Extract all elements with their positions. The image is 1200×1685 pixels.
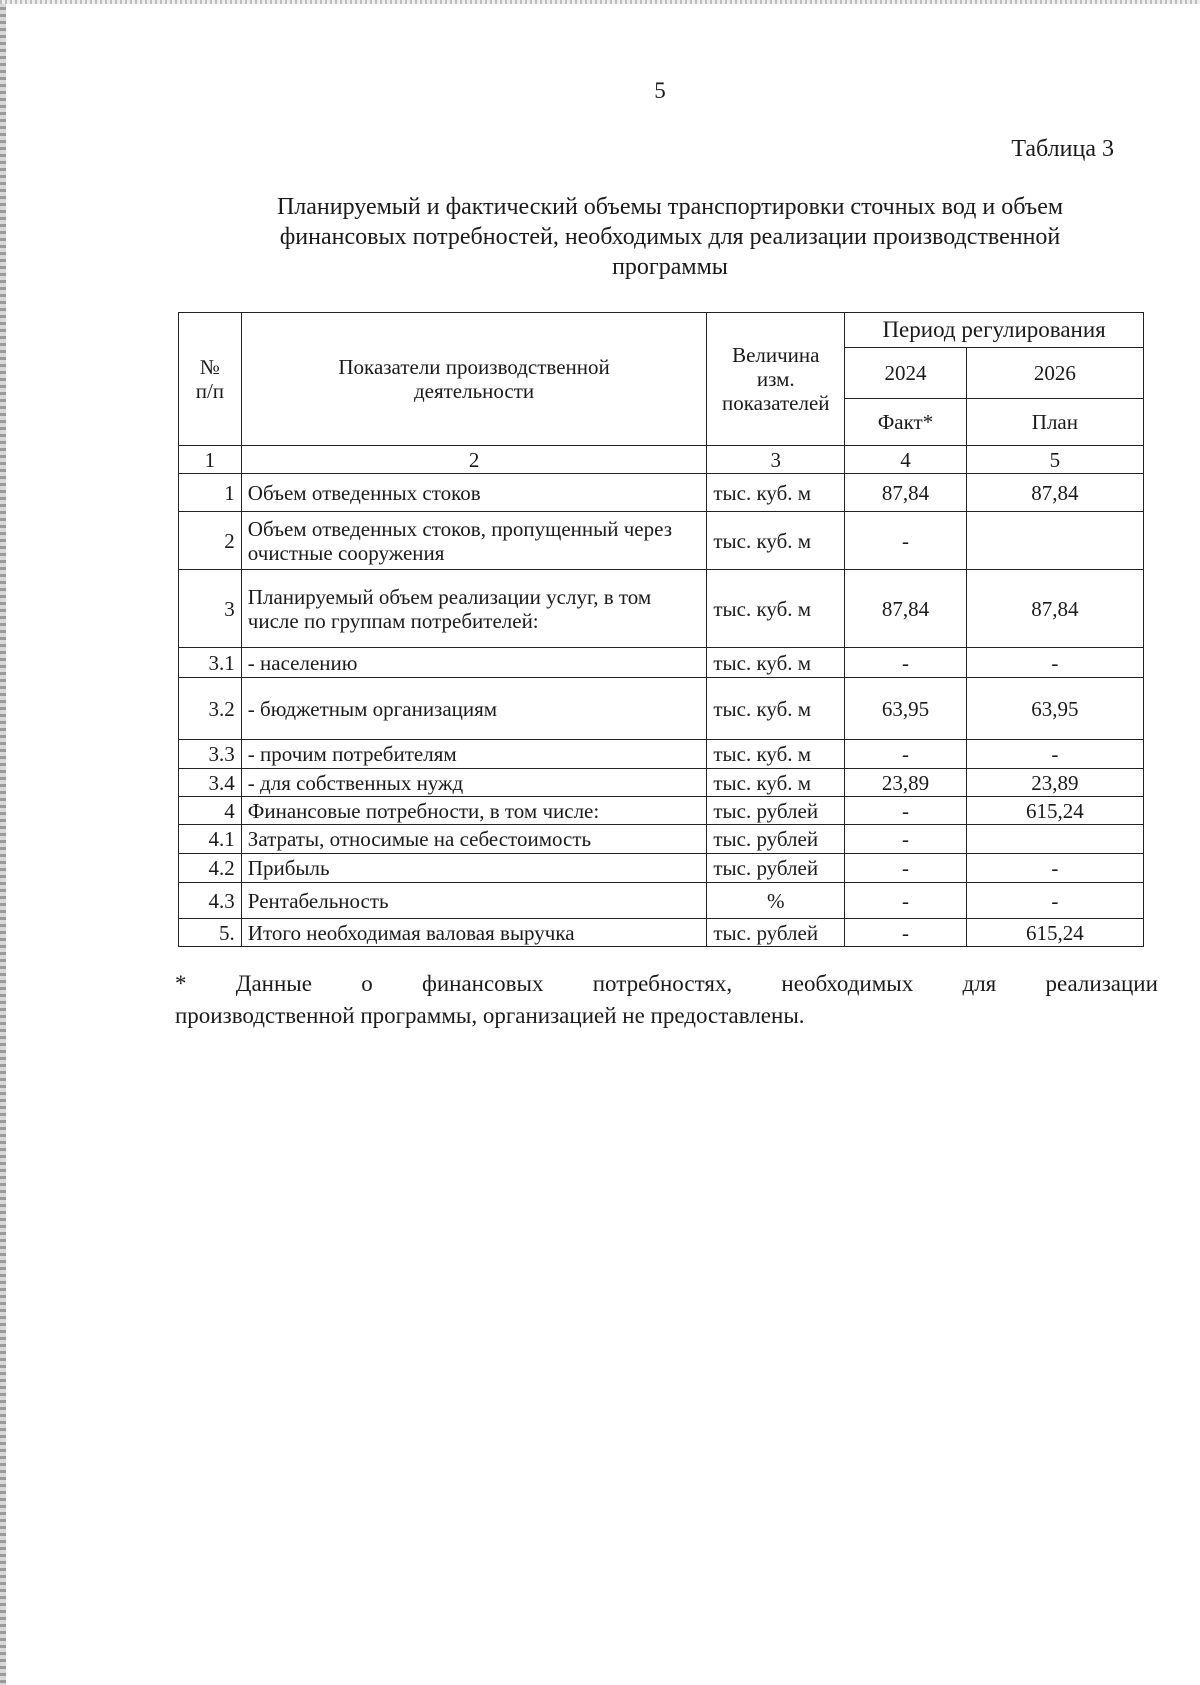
header-fact: Факт* [845, 399, 967, 446]
row-name: Планируемый объем реализации услуг, в том числе по группам потребителей: [241, 570, 707, 648]
row-value-2024: 87,84 [845, 474, 967, 512]
row-unit: тыс. рублей [707, 825, 845, 854]
row-value-2026: 615,24 [966, 919, 1143, 947]
row-value-2026: - [966, 740, 1143, 769]
footnote-line-2: производственной программы, организацией не предоставлены. [175, 1003, 805, 1028]
column-number: 4 [845, 446, 967, 474]
column-number: 1 [179, 446, 242, 474]
footnote-line-1 [175, 968, 1158, 1000]
table-row [179, 474, 1144, 512]
row-unit: тыс. куб. м [707, 474, 845, 512]
row-no: 4.2 [179, 854, 242, 883]
table-row [179, 570, 1144, 648]
row-unit: % [707, 883, 845, 919]
title-line: Планируемый и фактический объемы транспортировки сточных вод и объем [276, 194, 1064, 220]
row-no: 3.4 [179, 769, 242, 797]
header-no [179, 313, 242, 446]
row-value-2024: 87,84 [845, 570, 967, 648]
row-value-2026 [966, 512, 1143, 570]
header-unit-line3: показателей [721, 391, 830, 415]
footnote-word: о [361, 971, 373, 996]
table-row [179, 648, 1144, 678]
footnote-word: потребностях, [592, 971, 733, 996]
row-unit: тыс. куб. м [707, 740, 845, 769]
row-no: 3 [179, 570, 242, 648]
footnote-word: необходимых [781, 971, 914, 996]
row-value-2026: 615,24 [966, 797, 1143, 825]
row-name: Финансовые потребности, в том числе: [241, 797, 707, 825]
row-no: 4 [179, 797, 242, 825]
row-name: Итого необходимая валовая выручка [241, 919, 707, 947]
header-unit-line2: изм. [756, 367, 795, 391]
table-label: Таблица 3 [1011, 136, 1114, 162]
header-unit-line1: Величина [732, 343, 820, 367]
row-name: Прибыль [241, 854, 707, 883]
row-no: 5. [179, 919, 242, 947]
row-no: 3.1 [179, 648, 242, 678]
row-no: 1 [179, 474, 242, 512]
table-row [179, 678, 1144, 740]
row-unit: тыс. куб. м [707, 678, 845, 740]
table-row [179, 740, 1144, 769]
header-plan: План [966, 399, 1143, 446]
page-number: 5 [654, 78, 666, 103]
column-number: 2 [241, 446, 707, 474]
table-row [179, 854, 1144, 883]
header-no-line2: п/п [195, 379, 225, 403]
row-no: 2 [179, 512, 242, 570]
row-name: Рентабельность [241, 883, 707, 919]
row-value-2024: - [845, 854, 967, 883]
row-value-2024: - [845, 648, 967, 678]
title-line: финансовых потребностей, необходимых для реализации производственной [279, 224, 1061, 250]
row-name: - бюджетным организациям [241, 678, 707, 740]
scan-edge-left [0, 0, 6, 1685]
row-value-2024: - [845, 740, 967, 769]
row-unit: тыс. куб. м [707, 570, 845, 648]
row-value-2026: 23,89 [966, 769, 1143, 797]
row-value-2026: 63,95 [966, 678, 1143, 740]
row-no: 3.3 [179, 740, 242, 769]
row-no: 3.2 [179, 678, 242, 740]
row-unit: тыс. рублей [707, 797, 845, 825]
header-no-line1: № [199, 355, 220, 379]
footnote [175, 968, 1158, 1032]
row-value-2026: - [966, 854, 1143, 883]
row-value-2024: 23,89 [845, 769, 967, 797]
row-unit: тыс. рублей [707, 919, 845, 947]
row-value-2026 [966, 825, 1143, 854]
row-name: Объем отведенных стоков [241, 474, 707, 512]
row-no: 4.3 [179, 883, 242, 919]
row-value-2024: - [845, 797, 967, 825]
footnote-word: реализации [1045, 971, 1158, 996]
row-name: Затраты, относимые на себестоимость [241, 825, 707, 854]
row-value-2024: 63,95 [845, 678, 967, 740]
column-numbers-row [179, 446, 1144, 474]
row-name: - для собственных нужд [241, 769, 707, 797]
header-year-2024: 2024 [845, 348, 967, 399]
table-row [179, 769, 1144, 797]
row-unit: тыс. рублей [707, 854, 845, 883]
table-row [179, 919, 1144, 947]
row-value-2024: - [845, 883, 967, 919]
row-name: Объем отведенных стоков, пропущенный через очистные сооружения [241, 512, 707, 570]
footnote-word: финансовых [421, 971, 544, 996]
row-value-2024: - [845, 919, 967, 947]
scan-edge-top [0, 0, 1200, 4]
row-value-2026: - [966, 648, 1143, 678]
header-unit [707, 313, 845, 446]
title-line: программы [612, 254, 728, 280]
row-value-2026: 87,84 [966, 570, 1143, 648]
row-name: - прочим потребителям [241, 740, 707, 769]
row-value-2026: - [966, 883, 1143, 919]
header-period: Период регулирования [845, 313, 1144, 348]
header-indicator-line1: Показатели производственной [338, 355, 610, 379]
table-row [179, 797, 1144, 825]
row-value-2024: - [845, 512, 967, 570]
column-number: 5 [966, 446, 1143, 474]
footnote-word: Данные [235, 971, 312, 996]
document-title [200, 192, 1140, 282]
table-row [179, 512, 1144, 570]
row-unit: тыс. куб. м [707, 512, 845, 570]
header-year-2026: 2026 [966, 348, 1143, 399]
footnote-word: * [175, 971, 187, 996]
footnote-word: для [962, 971, 997, 996]
row-no: 4.1 [179, 825, 242, 854]
header-indicator [241, 313, 707, 446]
row-unit: тыс. куб. м [707, 769, 845, 797]
row-unit: тыс. куб. м [707, 648, 845, 678]
column-number: 3 [707, 446, 845, 474]
row-name: - населению [241, 648, 707, 678]
table-row [179, 883, 1144, 919]
header-indicator-line2: деятельности [413, 379, 535, 403]
data-table [178, 312, 1144, 947]
table-row [179, 825, 1144, 854]
row-value-2024: - [845, 825, 967, 854]
row-value-2026: 87,84 [966, 474, 1143, 512]
